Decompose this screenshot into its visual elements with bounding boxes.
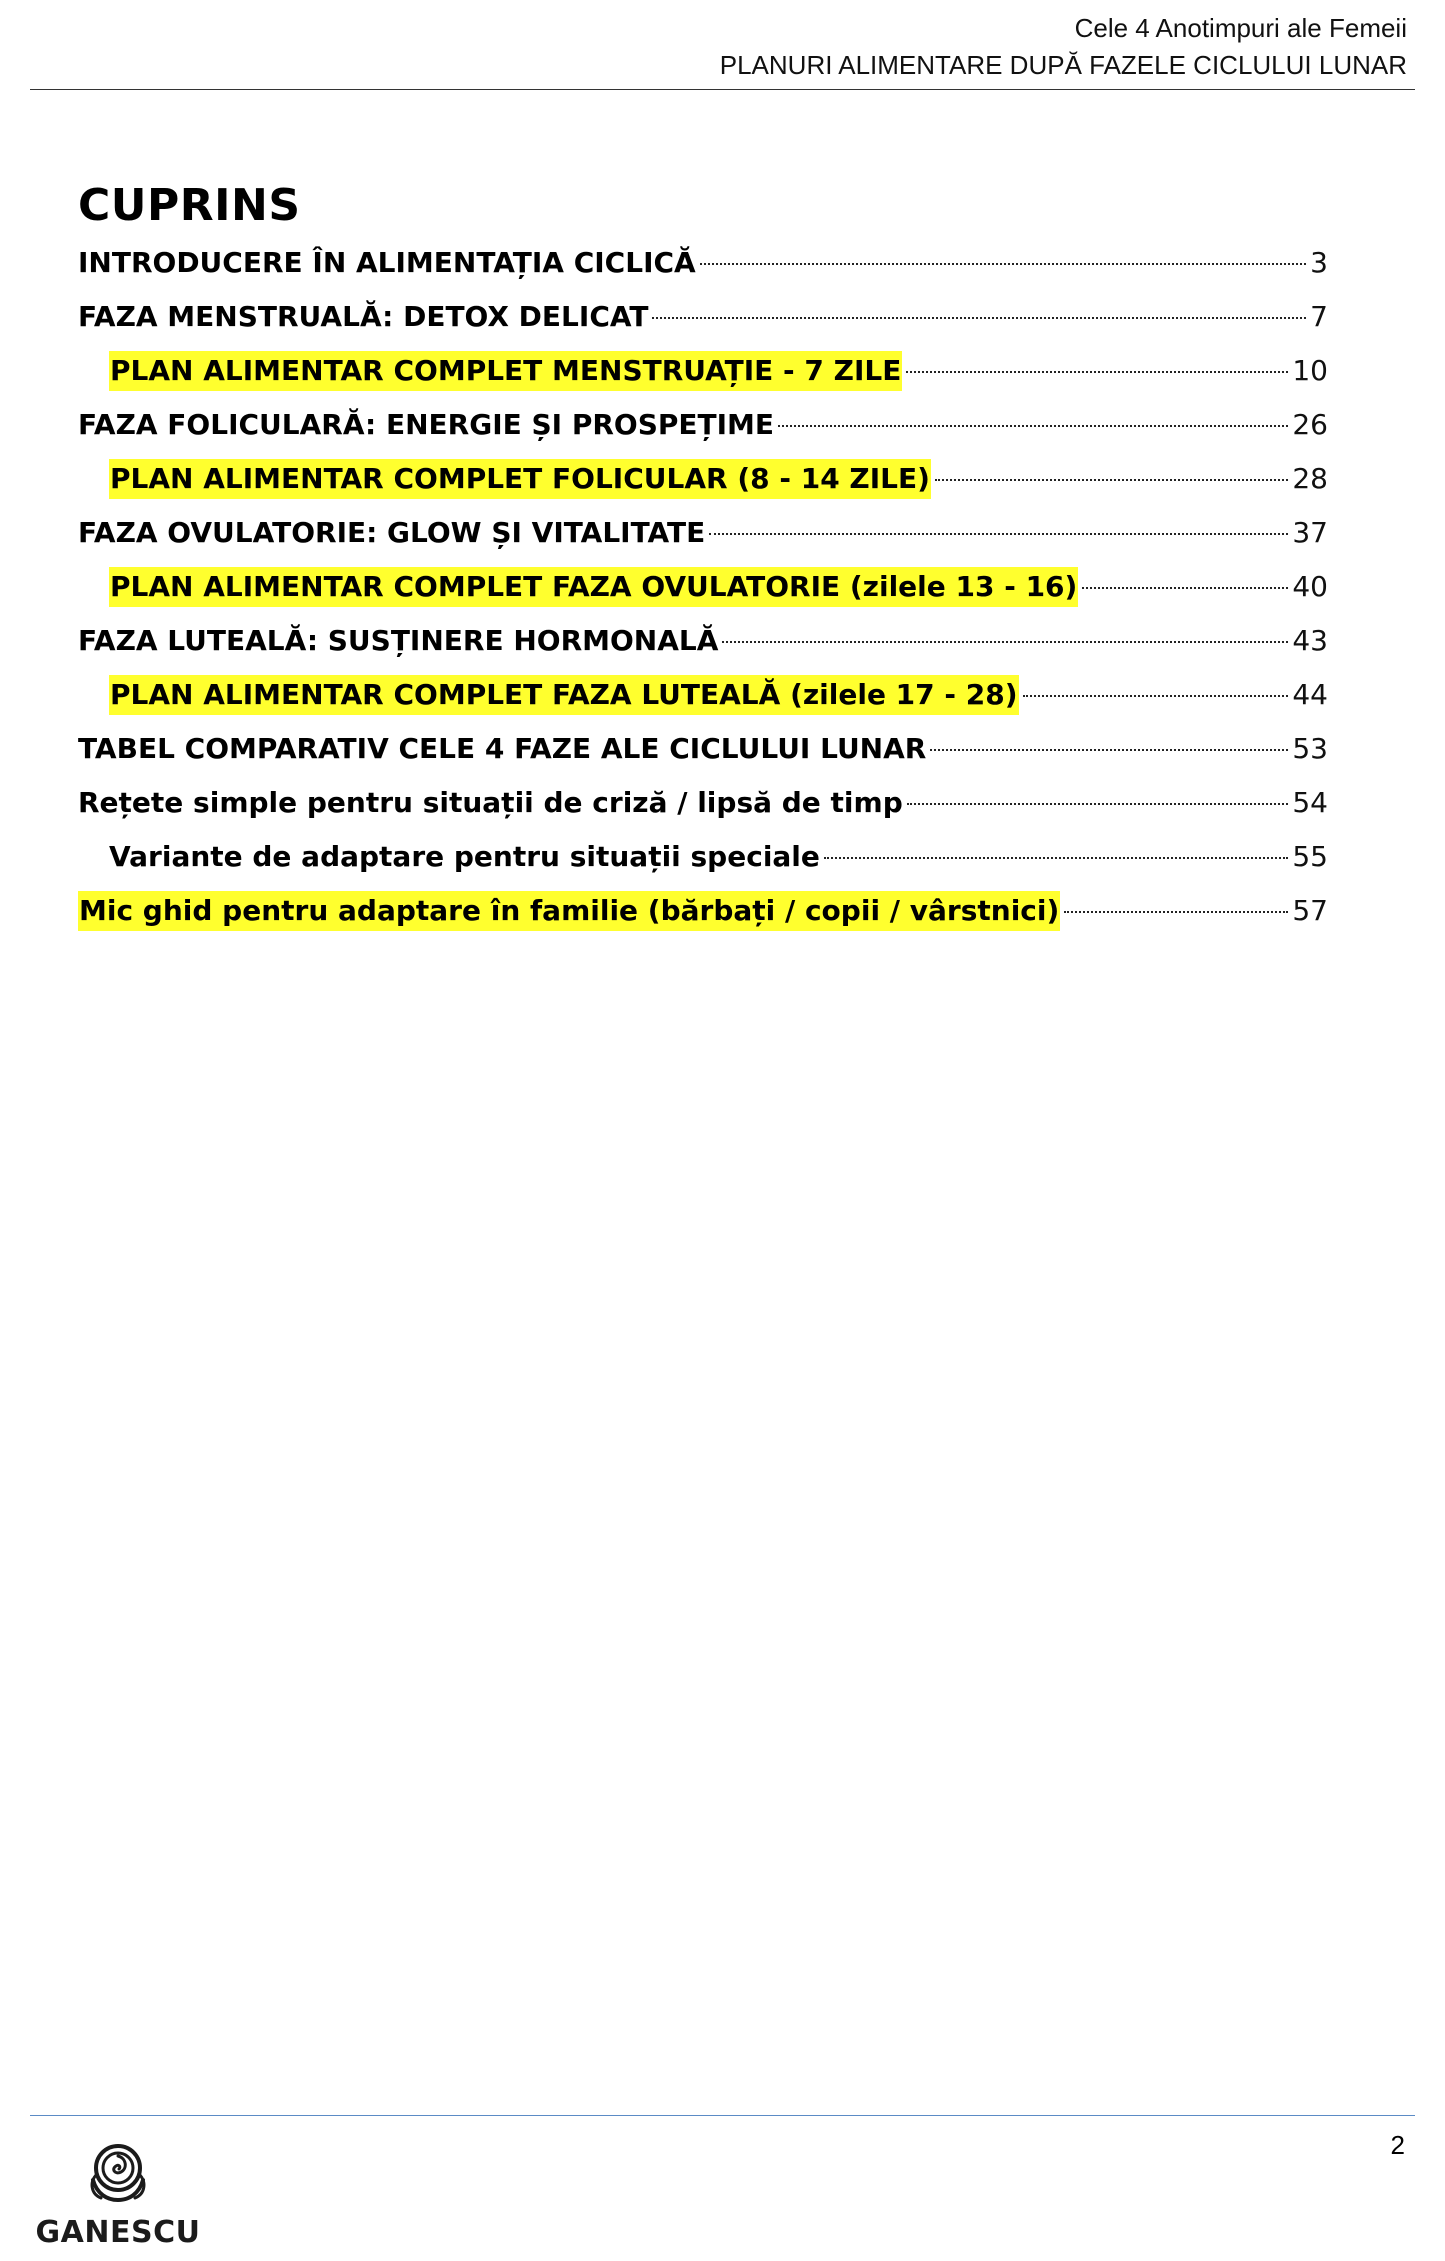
- logo-emblem-icon: [83, 2138, 153, 2208]
- toc-dot-leader: [1064, 911, 1288, 913]
- toc-entry-title: TABEL COMPARATIV CELE 4 FAZE ALE CICLULUI LUNAR: [78, 732, 927, 765]
- toc-entry[interactable]: [78, 837, 1328, 891]
- toc-entry[interactable]: [78, 243, 1328, 297]
- toc-entry-title: PLAN ALIMENTAR COMPLET FOLICULAR (8 - 14 ZILE): [109, 459, 931, 499]
- toc-entry-title: PLAN ALIMENTAR COMPLET FAZA OVULATORIE (zilele 13 - 16): [109, 567, 1078, 607]
- toc-dot-leader: [907, 803, 1289, 805]
- toc-entry[interactable]: [78, 513, 1328, 567]
- page-number: 2: [1390, 2130, 1405, 2160]
- toc-entry-title: Rețete simple pentru situații de criză / lipsă de timp: [78, 786, 903, 819]
- toc-entry[interactable]: [78, 567, 1328, 621]
- toc-entry[interactable]: [78, 783, 1328, 837]
- page-header: [720, 10, 1407, 84]
- toc-entry-page: 57: [1292, 894, 1328, 927]
- toc-entry[interactable]: [78, 729, 1328, 783]
- toc-dot-leader: [700, 263, 1306, 265]
- footer-divider: [30, 2115, 1415, 2116]
- toc-dot-leader: [1023, 695, 1289, 697]
- toc-dot-leader: [652, 317, 1306, 319]
- toc-entry-page: 7: [1310, 300, 1328, 333]
- toc-entry-page: 44: [1292, 678, 1328, 711]
- toc-entry-title: FAZA FOLICULARĂ: ENERGIE ȘI PROSPEȚIME: [78, 408, 775, 441]
- toc-entry-page: 28: [1292, 462, 1328, 495]
- toc-entry-title: Mic ghid pentru adaptare în familie (bărbați / copii / vârstnici): [78, 891, 1060, 931]
- toc-entry-page: 53: [1292, 732, 1328, 765]
- toc-dot-leader: [778, 425, 1288, 427]
- toc-entry-page: 54: [1292, 786, 1328, 819]
- toc-entry-page: 37: [1292, 516, 1328, 549]
- table-of-contents: [78, 243, 1328, 945]
- toc-entry-page: 40: [1292, 570, 1328, 603]
- toc-entry[interactable]: [78, 675, 1328, 729]
- toc-entry-page: 43: [1292, 624, 1328, 657]
- toc-entry[interactable]: [78, 405, 1328, 459]
- toc-entry[interactable]: [78, 351, 1328, 405]
- toc-dot-leader: [930, 749, 1288, 751]
- toc-dot-leader: [722, 641, 1288, 643]
- toc-entry[interactable]: [78, 891, 1328, 945]
- toc-entry-title: PLAN ALIMENTAR COMPLET MENSTRUAȚIE - 7 ZILE: [109, 351, 902, 391]
- header-divider: [30, 89, 1415, 90]
- header-line-2: PLANURI ALIMENTARE DUPĂ FAZELE CICLULUI LUNAR: [719, 50, 1407, 80]
- toc-entry[interactable]: [78, 459, 1328, 513]
- toc-entry[interactable]: [78, 621, 1328, 675]
- toc-entry-page: 3: [1310, 246, 1328, 279]
- toc-dot-leader: [1082, 587, 1288, 589]
- toc-entry-title: INTRODUCERE ÎN ALIMENTAȚIA CICLICĂ: [78, 246, 696, 279]
- ganescu-logo: [28, 2138, 208, 2250]
- toc-entry-title: Variante de adaptare pentru situații speciale: [109, 840, 820, 873]
- toc-entry-page: 10: [1292, 354, 1328, 387]
- toc-dot-leader: [906, 371, 1288, 373]
- toc-entry-page: 55: [1292, 840, 1328, 873]
- toc-entry-page: 26: [1292, 408, 1328, 441]
- header-line-1: Cele 4 Anotimpuri ale Femeii: [1074, 13, 1407, 43]
- toc-title: CUPRINS: [78, 180, 301, 231]
- toc-dot-leader: [824, 857, 1288, 859]
- toc-dot-leader: [935, 479, 1288, 481]
- toc-entry-title: PLAN ALIMENTAR COMPLET FAZA LUTEALĂ (zilele 17 - 28): [109, 675, 1019, 715]
- toc-entry-title: FAZA MENSTRUALĂ: DETOX DELICAT: [78, 300, 649, 333]
- toc-dot-leader: [709, 533, 1288, 535]
- toc-entry[interactable]: [78, 297, 1328, 351]
- toc-entry-title: FAZA LUTEALĂ: SUSȚINERE HORMONALĂ: [78, 624, 719, 657]
- toc-entry-title: FAZA OVULATORIE: GLOW ȘI VITALITATE: [78, 516, 706, 549]
- logo-text: GANESCU: [35, 2215, 201, 2250]
